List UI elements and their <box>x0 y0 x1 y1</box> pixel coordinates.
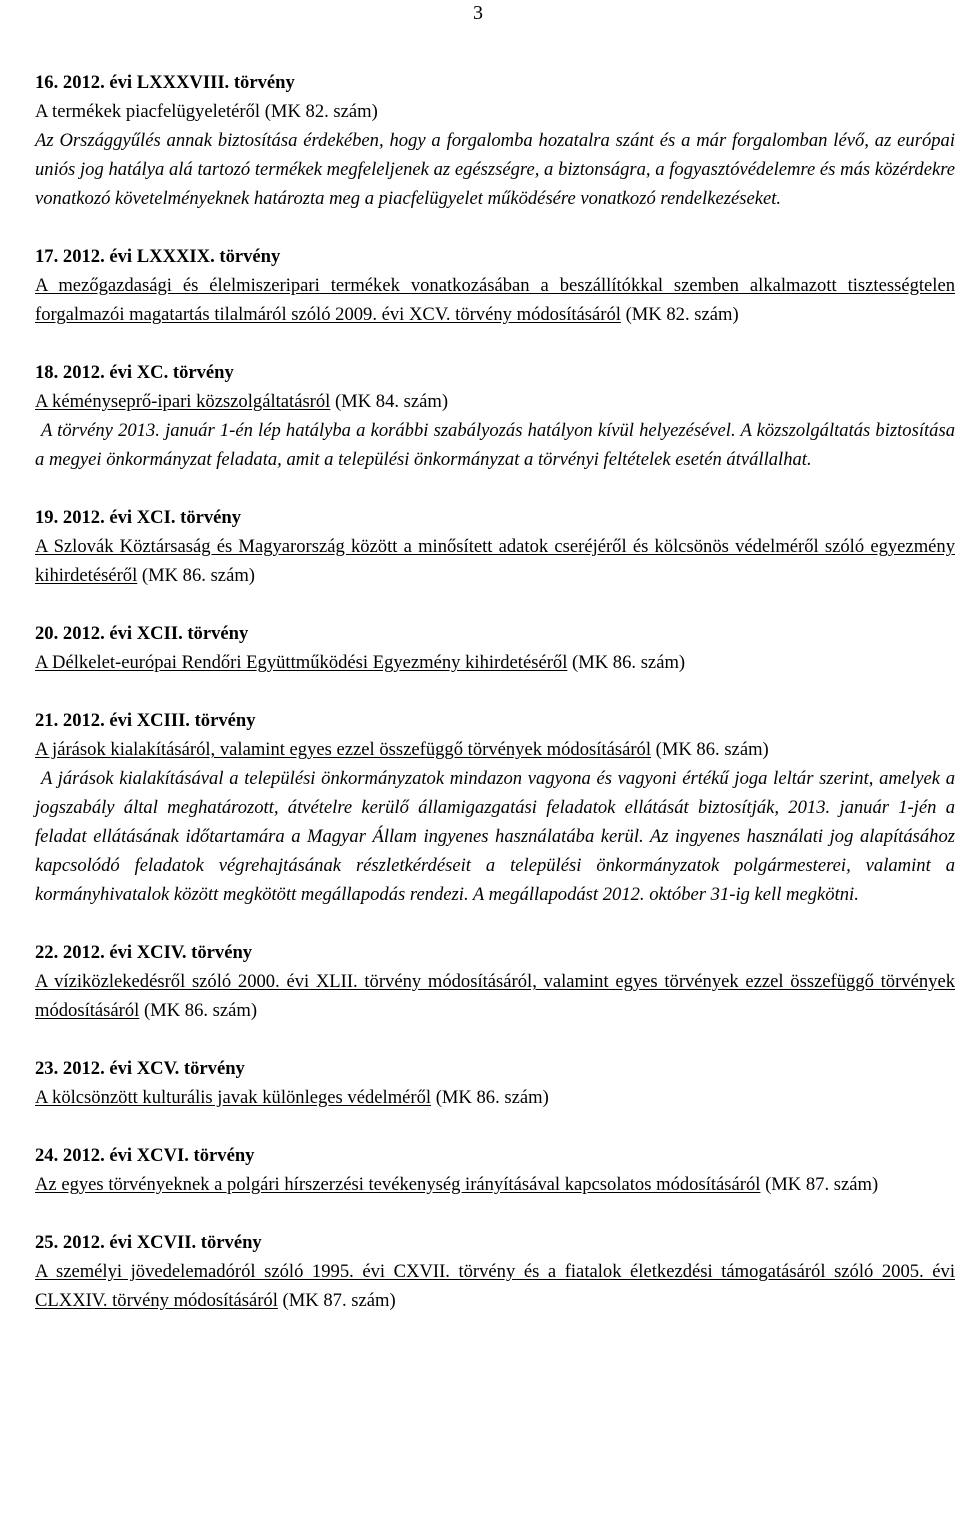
law-entry <box>35 706 955 909</box>
law-summary-text: A járások kialakításával a települési önkormányzatok mindazon vagyona és vagyoni értékű joga leltár szerint, amelyek a jogszabály által meghatározott, átvételre kerülő államigazgatási feladatok ellátását biztosítják, 2013. január 1-jén a feladat ellátásának időtartamára a Magyar Állam ingyenes használatába kerül. Az ingyenes használati jog alapításához kapcsolódó feladatok végrehajtásának részletkérdéseit a települési önkormányzatok polgármesterei, valamint a kormányhivatalok között megkötött megállapodás rendezi. A megállapodást 2012. október 31-ig kell megkötni. <box>35 768 955 905</box>
law-heading: 19. 2012. évi XCI. törvény <box>35 507 242 528</box>
law-entry <box>35 938 955 1025</box>
law-title-publication: (MK 87. szám) <box>277 1290 396 1311</box>
law-title <box>35 967 955 1025</box>
law-title-underlined: A Szlovák Köztársaság és Magyarország között a minősített adatok cseréjéről és kölcsönös védelméről szóló egyezmény kihirdetéséről <box>35 536 955 586</box>
law-title <box>35 648 955 677</box>
law-title-underlined: A mezőgazdasági és élelmiszeripari termékek vonatkozásában a beszállítókkal szemben alkalmazott tisztességtelen forgalmazói magatartás tilalmáról szóló 2009. évi XCV. törvény módosításáról <box>35 275 955 325</box>
law-entry <box>35 503 955 590</box>
law-entry <box>35 358 955 474</box>
law-heading: 23. 2012. évi XCV. törvény <box>35 1058 245 1079</box>
law-title <box>35 387 955 416</box>
law-title-underlined: A személyi jövedelemadóról szóló 1995. évi CXVII. törvény és a fiatalok életkezdési támogatásáról szóló 2005. évi CLXXIV. törvény módosításáról <box>35 1261 955 1311</box>
law-heading: 24. 2012. évi XCVI. törvény <box>35 1145 255 1166</box>
law-title-publication: A termékek piacfelügyeletéről (MK 82. szám) <box>35 101 378 122</box>
law-title-publication: (MK 86. szám) <box>431 1087 549 1108</box>
law-heading: 25. 2012. évi XCVII. törvény <box>35 1232 262 1253</box>
law-title-underlined: A kéményseprő-ipari közszolgáltatásról <box>35 391 331 412</box>
law-list <box>35 68 955 1344</box>
law-title-underlined: A Délkelet-európai Rendőri Együttműködési Egyezmény kihirdetéséről <box>35 652 568 673</box>
law-title <box>35 97 955 126</box>
law-title <box>35 271 955 329</box>
law-heading: 16. 2012. évi LXXXVIII. törvény <box>35 72 295 93</box>
law-title <box>35 532 955 590</box>
law-entry <box>35 619 955 677</box>
law-heading: 21. 2012. évi XCIII. törvény <box>35 710 256 731</box>
law-title-publication: (MK 82. szám) <box>620 304 739 325</box>
law-summary <box>35 416 955 474</box>
law-title-underlined: A víziközlekedésről szóló 2000. évi XLII. törvény módosításáról, valamint egyes törvények ezzel összefüggő törvények módosításáról <box>35 971 955 1021</box>
law-heading: 17. 2012. évi LXXXIX. törvény <box>35 246 281 267</box>
law-title-publication: (MK 87. szám) <box>760 1174 879 1195</box>
law-title-publication: (MK 86. szám) <box>139 1000 258 1021</box>
law-entry <box>35 1054 955 1112</box>
law-heading: 22. 2012. évi XCIV. törvény <box>35 942 253 963</box>
law-title-underlined: A járások kialakításáról, valamint egyes ezzel összefüggő törvények módosításáról <box>35 739 651 760</box>
law-title <box>35 1257 955 1315</box>
law-title <box>35 1083 955 1112</box>
law-entry <box>35 68 955 213</box>
law-summary-text: Az Országgyűlés annak biztosítása érdekében, hogy a forgalomba hozatalra szánt és a már forgalomban lévő, az európai uniós jog hatálya alá tartozó termékek megfeleljenek az egészségre, a biztonságra, a fogyasztóvédelemre és más közérdekre vonatkozó követelményeknek határozta meg a piacfelügyelet működésére vonatkozó rendelkezéseket. <box>35 130 955 209</box>
law-title-publication: (MK 86. szám) <box>137 565 255 586</box>
law-title <box>35 735 955 764</box>
law-entry <box>35 242 955 329</box>
law-title-underlined: Az egyes törvényeknek a polgári hírszerzési tevékenység irányításával kapcsolatos módosításáról <box>35 1174 761 1195</box>
law-title-publication: (MK 86. szám) <box>650 739 769 760</box>
law-summary-text: A közszolgáltatás biztosítása a megyei önkormányzat feladata, amit a települési önkormányzat a törvényi feltételek esetén átvállalhat. <box>35 420 955 470</box>
page-number: 3 <box>473 2 483 24</box>
law-title-publication: (MK 86. szám) <box>567 652 686 673</box>
law-entry <box>35 1141 955 1199</box>
law-title-publication: (MK 84. szám) <box>330 391 449 412</box>
law-title-underlined: A kölcsönzött kulturális javak különleges védelméről <box>35 1087 432 1108</box>
law-title <box>35 1170 955 1199</box>
law-entry <box>35 1228 955 1315</box>
law-summary <box>35 126 955 213</box>
law-summary-text: A törvény 2013. január 1-én lép hatályba a korábbi szabályozás hatályon kívül helyezésével. <box>41 420 741 441</box>
law-heading: 18. 2012. évi XC. törvény <box>35 362 234 383</box>
law-summary <box>35 764 955 909</box>
law-heading: 20. 2012. évi XCII. törvény <box>35 623 249 644</box>
